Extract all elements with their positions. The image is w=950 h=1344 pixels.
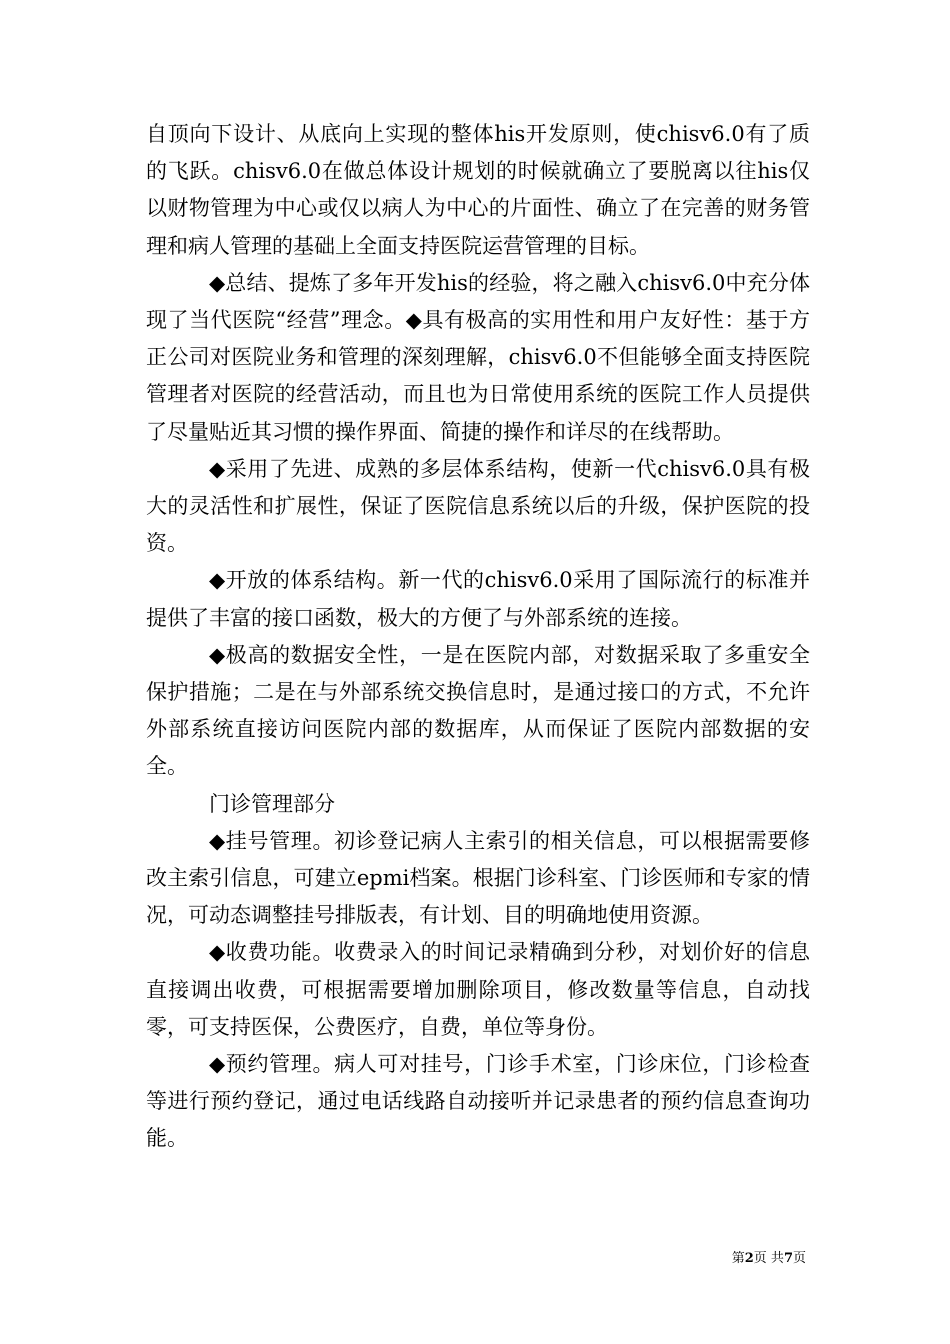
- page-footer: [732, 1247, 806, 1266]
- footer-suffix: 页: [792, 1251, 806, 1266]
- paragraph: ◆极高的数据安全性，一是在医院内部，对数据采取了多重安全保护措施；二是在与外部系统交换信息时，是通过接口的方式，不允许外部系统直接访问医院内部的数据库，从而保证了医院内部数据的安全。: [146, 642, 810, 779]
- paragraph: ◆开放的体系结构。新一代的chisv6.0采用了国际流行的标准并提供了丰富的接口函数，极大的方便了与外部系统的连接。: [146, 568, 810, 630]
- paragraph: ◆挂号管理。初诊登记病人主索引的相关信息，可以根据需要修改主索引信息，可建立epmi档案。根据门诊科室、门诊医师和专家的情况，可动态调整挂号排版表，有计划、目的明确地使用资源。: [146, 828, 810, 928]
- document-body: [146, 116, 810, 1158]
- current-page-number: 2: [744, 1251, 754, 1266]
- total-pages-number: 7: [783, 1251, 793, 1266]
- paragraph: ◆预约管理。病人可对挂号，门诊手术室，门诊床位，门诊检查等进行预约登记，通过电话线路自动接听并记录患者的预约信息查询功能。: [146, 1052, 810, 1151]
- footer-prefix: 第: [731, 1251, 745, 1266]
- paragraph: ◆收费功能。收费录入的时间记录精确到分秒，对划价好的信息直接调出收费，可根据需要增加删除项目，修改数量等信息，自动找零，可支持医保，公费医疗，自费，单位等身份。: [146, 940, 810, 1039]
- paragraph: ◆总结、提炼了多年开发his的经验，将之融入chisv6.0中充分体现了当代医院“经营”理念。◆具有极高的实用性和用户友好性：基于方正公司对医院业务和管理的深刻理解，chisv6.0不但能够全面支持医院管理者对医院的经营活动，而且也为日常使用系统的医院工作人员提供了尽量贴近其习惯的操作界面、简捷的操作和详尽的在线帮助。: [146, 270, 810, 444]
- paragraph: 自顶向下设计、从底向上实现的整体his开发原则，使chisv6.0有了质的飞跃。chisv6.0在做总体设计规划的时候就确立了要脱离以往his仅以财物管理为中心或仅以病人为中心的片面性、确立了在完善的财务管理和病人管理的基础上全面支持医院运营管理的目标。: [146, 122, 810, 258]
- footer-middle: 页 共: [753, 1251, 784, 1266]
- paragraph: ◆采用了先进、成熟的多层体系结构，使新一代chisv6.0具有极大的灵活性和扩展性，保证了医院信息系统以后的升级，保护医院的投资。: [146, 456, 810, 556]
- section-heading: 门诊管理部分: [209, 791, 335, 816]
